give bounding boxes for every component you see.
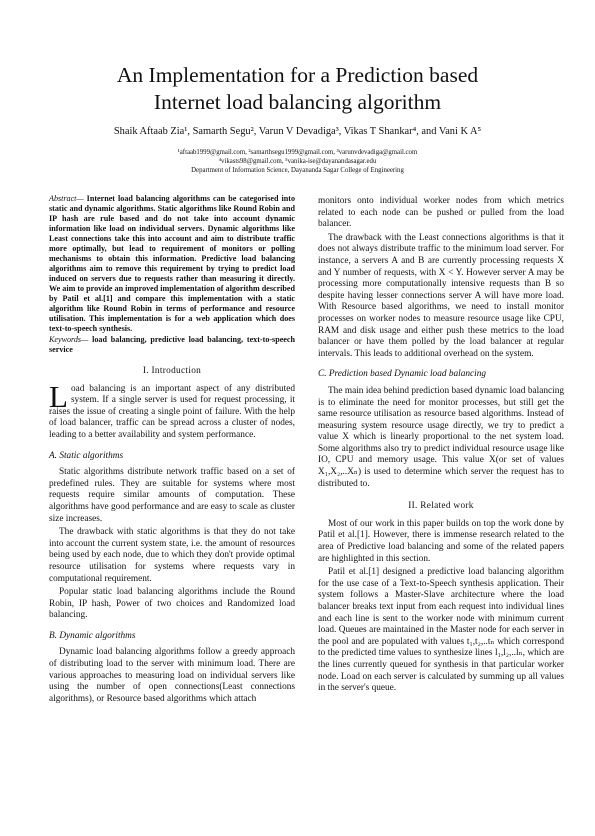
title-line-2: Internet load balancing algorithm [153, 90, 442, 114]
dynamic-paragraph-1: Dynamic load balancing algorithms follow a greedy approach of distributing load to the server with minimum load. There are various approaches to measuring load on individual servers like using the number of open connections(Least connections algorithms), or Resource based algorithms which attach [49, 647, 295, 704]
left-column [49, 194, 295, 705]
section-heading-related-work: II. Related work [408, 501, 474, 512]
prediction-paragraph: The main idea behind prediction based dynamic load balancing is to eliminate the need for monitor processes, but still get the same resource utilisation as resource based algorithms. Instead of measuring system resource usage directly, we try to predict a value X which is linearly proportional to the net system load. Some algorithms also try to predict individual resource usage like IO, CPU and memory usage. This value X(or set of values X₁,X₂,..Xₙ) is used to determine which server the request has to distributed to. [318, 385, 564, 489]
paper-title [40, 62, 555, 116]
affiliation: Department of Information Science, Dayananda Sagar College of Engineering [191, 167, 404, 174]
keywords-label: Keywords— [49, 335, 89, 344]
keywords [49, 335, 295, 355]
subsection-heading-prediction: C. Prediction based Dynamic load balancing [318, 369, 487, 380]
title-line-1: An Implementation for a Prediction based [116, 63, 479, 87]
subsection-heading-dynamic: B. Dynamic algorithms [49, 630, 136, 641]
related-paragraph-2: Patil et al.[1] designed a predictive load balancing algorithm for the use case of a Text-to-Speech synthesis application. Their system follows a Master-Slave architecture where the load balancer breaks text input from each request into individual lines and each line is sent to the worker node with minimum current load. Queues are maintained in the Master node for each server in the pool and are populated with values t₁,t₂,..tₙ which correspond to the predicted time values to synthesize lines l₁,l₂,..lₙ, which are the lines currently queued for synthesis in that particular worker node. Load on each server is calculated by summing up all values in the server's queue. [318, 567, 564, 694]
static-paragraph-2: The drawback with static algorithms is that they do not take into account the current system state, i.e. the amount of resources being used by each node, due to which they don't provide optimal resource utilisation for systems where requests vary in computational requirement. [49, 527, 295, 584]
abstract-label: Abstract— [49, 194, 84, 203]
emails-line-2: ⁴vikasts98@gmail.com, ⁵vanika-ise@dayanandasagar.edu [218, 158, 377, 165]
author-emails [60, 148, 535, 175]
keywords-text: load balancing, predictive load balancing, text-to-speech service [49, 335, 295, 354]
abstract [49, 194, 295, 334]
emails-line-1: ¹aftaab1999@gmail.com, ²samarthsegu1999@gmail.com, ³varunvdevadiga@gmail.com [177, 149, 418, 156]
intro-text: oad balancing is an important aspect of any distributed system. If a single server is used for request processing, it raises the issue of creating a single point of failure. With the help of load balancer, traffic can be spread across a cluster of nodes, leading to a better availability and system performance. [49, 383, 295, 440]
static-paragraph-3: Popular static load balancing algorithms include the Round Robin, IP hash, Power of two choices and Randomized load balancing. [49, 587, 295, 621]
drop-cap: L [49, 378, 68, 414]
intro-paragraph [49, 378, 295, 442]
related-paragraph-1: Most of our work in this paper builds on top the work done by Patil et al.[1]. However, there is immense research related to the area of Predictive load balancing and some of the related papers are highlighted in this section. [318, 518, 564, 564]
dynamic-paragraph-continued: monitors onto individual worker nodes from which metrics related to each node can be pushed or pulled from the load balancer. [318, 196, 564, 230]
abstract-text: Internet load balancing algorithms can be categorised into static and dynamic algorithms. Static algorithms like Round Robin and IP hash are rule based and do not take into account dynamic information like load on individual servers. Dynamic algorithms like Least connections take this into account and aim to distribute traffic more optimally, but lead to requirement of monitors or polling mechanisms to obtain this information. Predictive load balancing algorithms aim to remove this requirement by trying to predict load induced on servers due to requests rather than measuring it directly. We aim to provide an improved implementation of algorithm described by Patil et al.[1] and compare this implementation with a static algorithm like Round Robin in terms of performance and resource utilisation. This implementation is for a web application which does text-to-speech synthesis. [49, 194, 295, 333]
section-heading-introduction: I. Introduction [142, 366, 202, 376]
right-column [318, 196, 564, 695]
dynamic-paragraph-2: The drawback with the Least connections algorithms is that it does not always distribute traffic to the minimum load server. For instance, a servers A and B are currently processing requests X and Y number of requests, with X < Y. However server A may be processing more computationally intensive requests than B so despite having lesser connections server A will have more load. With Resource based algorithms, we need to install monitor processes on worker nodes to measure resource usage like CPU, RAM and disk usage and either push these metrics to the load balancer or have them polled by the load balancer at regular intervals. This leads to additional overhead on the system. [318, 232, 564, 359]
static-paragraph-1: Static algorithms distribute network traffic based on a set of predefined rules. They are suitable for systems where most requests require similar amounts of computation. These algorithms have good performance and are easy to scale as cluster size increases. [49, 467, 295, 524]
author-list: Shaik Aftaab Zia¹, Samarth Segu², Varun V Devadiga³, Vikas T Shankar⁴, and Vani K A⁵ [113, 126, 482, 137]
subsection-heading-static: A. Static algorithms [49, 450, 124, 461]
